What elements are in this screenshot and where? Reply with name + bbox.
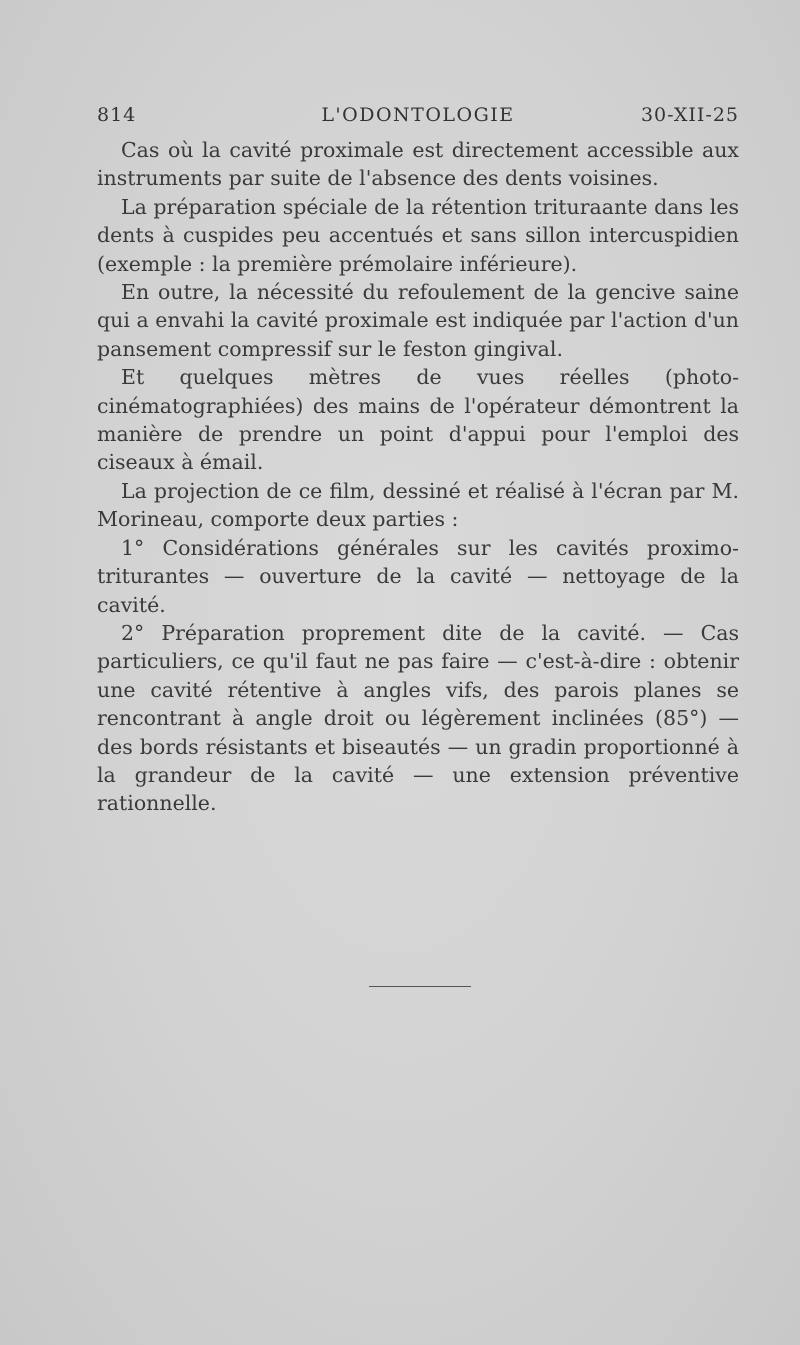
issue-date: 30-XII-25 xyxy=(640,104,739,126)
page-number: 814 xyxy=(97,104,137,126)
paragraph: 2° Préparation proprement dite de la cavité. — Cas particuliers, ce qu'il faut ne pas faire — c'est-à-dire : obtenir une cavité rétentive à angles vifs, des parois planes se rencontrant à angle droit ou légèrement inclinées (85°) — des bords résistants et biseautés — un gradin proportionné à la grandeur de la cavité — une extension préventive rationnelle. xyxy=(97,620,739,816)
section-end-rule xyxy=(369,986,471,987)
paragraph: En outre, la nécessité du refoulement de la gencive saine qui a envahi la cavité proximale est indiquée par l'action d'un pansement compressif sur le feston gingival. xyxy=(97,280,739,361)
paragraph: La préparation spéciale de la rétention trituraante dans les dents à cuspides peu accentués et sans sillon intercuspidien (exemple : la première prémolaire inférieure). xyxy=(97,194,739,276)
running-title: L'ODONTOLOGIE xyxy=(321,104,515,126)
body-text xyxy=(97,136,739,818)
paragraph: La projection de ce film, dessiné et réalisé à l'écran par M. Morineau, comporte deux parties : xyxy=(97,478,739,532)
paragraph: Et quelques mètres de vues réelles (photo-cinématographiées) des mains de l'opérateur démontrent la manière de prendre un point d'appui pour l'emploi des ciseaux à émail. xyxy=(97,365,739,475)
paragraph: 1° Considérations générales sur les cavités proximo-triturantes — ouverture de la cavité — nettoyage de la cavité. xyxy=(97,535,739,617)
page-header xyxy=(97,104,739,136)
paragraph: Cas où la cavité proximale est directement accessible aux instruments par suite de l'absence des dents voisines. xyxy=(97,138,739,191)
